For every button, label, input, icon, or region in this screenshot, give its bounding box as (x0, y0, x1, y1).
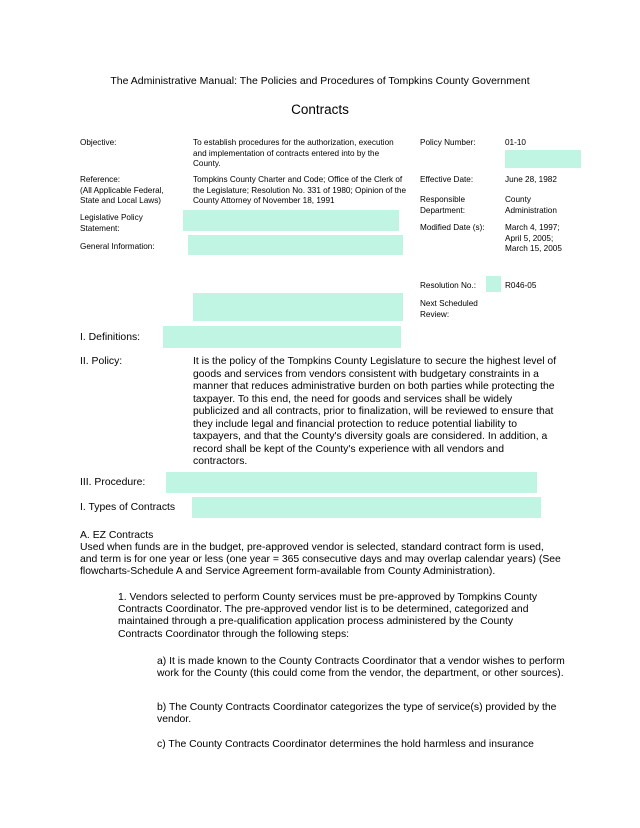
modified-date-value: March 4, 1997; April 5, 2005; March 15, 2005 (505, 223, 562, 253)
procedure-step-c: c) The County Contracts Coordinator determines the hold harmless and insurance (157, 739, 534, 750)
procedure-label: III. Procedure: (80, 477, 146, 488)
legislative-policy-label: Legislative Policy Statement: (80, 213, 143, 233)
policy-number-field[interactable] (505, 150, 581, 168)
policy-label: II. Policy: (80, 356, 123, 367)
policy-number-value: 01-10 (505, 138, 526, 147)
policy-text: It is the policy of the Tompkins County Legislature to secure the highest level of goods and services from vendors consistent with budgetary constraints in a manner that reduces administrative burden on both parties while protecting the taxpayer. To this end, the need for goods and services shall be widely publicized and all contracts, prior to finalization, will be reviewed to ensure that they include legal and financial protection to reduce potential liability to taxpayers, and that the County's diversity goals are considered. In addition, a record shall be kept of the County's experience with all vendors and contractors. (193, 356, 557, 467)
general-information-label: General Information: (80, 242, 155, 251)
objective-label: Objective: (80, 138, 117, 147)
reference-text: Tompkins County Charter and Code; Office of the Clerk of the Legislature; Resolution No. 331 of 1980; Opinion of the County Attorney of November 18, 1991 (193, 175, 407, 205)
effective-date-label: Effective Date: (420, 175, 474, 184)
resolution-number-field[interactable] (486, 276, 501, 292)
ez-contracts-heading: A. EZ Contracts (80, 530, 154, 541)
procedure-step-a: a) It is made known to the County Contracts Coordinator that a vendor wishes to perform work for the County (this could come from the vendor, the department, or other sources). (157, 656, 565, 680)
extra-info-field[interactable] (193, 293, 403, 321)
definitions-field[interactable] (163, 326, 401, 348)
page-title: Contracts (291, 102, 349, 117)
effective-date-value: June 28, 1982 (505, 175, 557, 184)
procedure-item-1: 1. Vendors selected to perform County services must be pre-approved by Tompkins County Contracts Coordinator. The pre-approved vendor list is to be determined, categorized and maintained through a pre-qualification application process administered by the County Contracts Coordinator through the following steps: (118, 592, 538, 640)
procedure-field[interactable] (166, 472, 537, 493)
legislative-policy-field[interactable] (183, 210, 399, 231)
responsible-department-value: County Administration (505, 195, 557, 215)
resolution-number-label: Resolution No.: (420, 281, 476, 290)
manual-title: The Administrative Manual: The Policies and Procedures of Tompkins County Government (110, 75, 530, 87)
policy-number-label: Policy Number: (420, 138, 476, 147)
objective-text: To establish procedures for the authorization, execution and implementation of contracts entered into by the County. (193, 138, 394, 168)
resolution-number-value: R046-05 (505, 281, 537, 290)
procedure-step-b: b) The County Contracts Coordinator categorizes the type of service(s) provided by the vendor. (157, 702, 557, 726)
general-information-field[interactable] (188, 235, 403, 255)
types-of-contracts-label: I. Types of Contracts (80, 502, 176, 513)
next-review-label: Next Scheduled Review: (420, 299, 478, 319)
definitions-label: I. Definitions: (80, 332, 141, 343)
reference-label: Reference: (All Applicable Federal, State and Local Laws) (80, 175, 164, 205)
responsible-department-label: Responsible Department: (420, 195, 466, 215)
modified-date-label: Modified Date (s): (420, 223, 485, 232)
ez-contracts-text: Used when funds are in the budget, pre-approved vendor is selected, standard contract form is used, and term is for one year or less (one year = 365 consecutive days and may overlap calendar years) (See flowcharts-Schedule A and Service Agreement form-available from County Administration). (80, 542, 561, 578)
types-of-contracts-field[interactable] (192, 497, 541, 518)
